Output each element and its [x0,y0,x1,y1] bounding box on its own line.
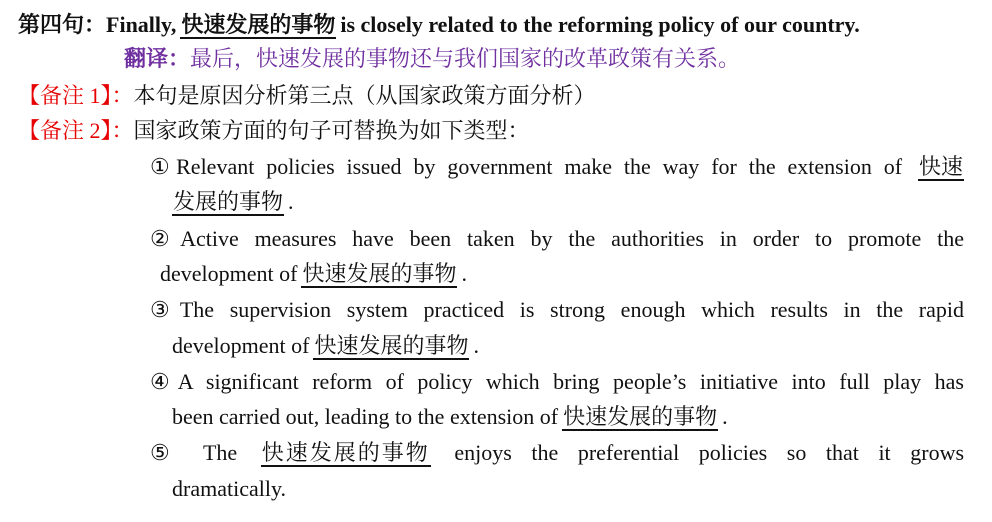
item-2-pre: development of [160,261,298,286]
sentence-line [18,10,860,40]
item-2-number: ② [150,226,181,251]
item-5-pre: The [202,440,238,465]
sentence-label: 第四句： [18,12,107,37]
item-5-line-1 [150,438,964,468]
sentence-pre: Finally, [106,12,177,37]
item-4-pre: been carried out, leading to the extension of [172,404,559,429]
item-3-text: The supervision system practiced is strong enough which results in the rapid [179,297,964,322]
item-2-line-2 [160,259,467,289]
item-4-number: ④ [150,369,178,394]
item-1-tail: . [288,189,294,214]
item-2-tail: . [461,261,467,286]
item-5-number: ⑤ [150,440,184,465]
item-3-blank: 快速发展的事物 [314,333,469,358]
item-1-text: Relevant policies issued by government make the way for the extension of [176,154,903,179]
item-1-line-1 [150,152,964,182]
item-1-blank-b: 发展的事物 [173,189,284,214]
item-4-line-2 [172,402,728,432]
translation-line [124,44,740,74]
item-3-tail: . [473,333,479,358]
item-2-blank: 快速发展的事物 [302,261,457,286]
item-1-line-2 [172,187,294,217]
item-4-text: A significant reform of policy which bring people’s initiative into full play has [177,369,964,394]
item-3-line-2 [172,331,479,361]
item-1-number: ① [150,154,177,179]
note2-line [18,116,530,146]
note1-line [18,81,596,111]
item-3-line-1 [150,295,964,325]
item-2-text: Active measures have been taken by the authorities in order to promote the [180,226,964,251]
note2-label: 【备注 2】： [18,118,134,143]
item-4-tail: . [722,404,728,429]
item-3-pre: development of [172,333,310,358]
item-2-line-1 [150,224,964,254]
translation-text: 最后，快速发展的事物还与我们国家的改革政策有关系。 [190,46,741,71]
item-4-line-1 [150,367,964,397]
item-5-blank: 快速发展的事物 [261,440,430,465]
item-3-number: ③ [150,297,180,322]
item-5-tail: dramatically. [172,476,287,501]
item-5-line-2 [172,474,286,504]
sentence-blank: 快速发展的事物 [181,12,336,37]
item-4-blank: 快速发展的事物 [563,404,718,429]
note2-text: 国家政策方面的句子可替换为如下类型： [133,118,530,143]
item-1-blank-a: 快速 [918,154,963,179]
note1-label: 【备注 1】： [18,83,134,108]
sentence-post: is closely related to the reforming policy of our country. [340,12,860,37]
note1-text: 本句是原因分析第三点（从国家政策方面分析） [133,83,596,108]
item-5-text: enjoys the preferential policies so that it grows [454,440,965,465]
translation-label: 翻译： [124,46,191,71]
